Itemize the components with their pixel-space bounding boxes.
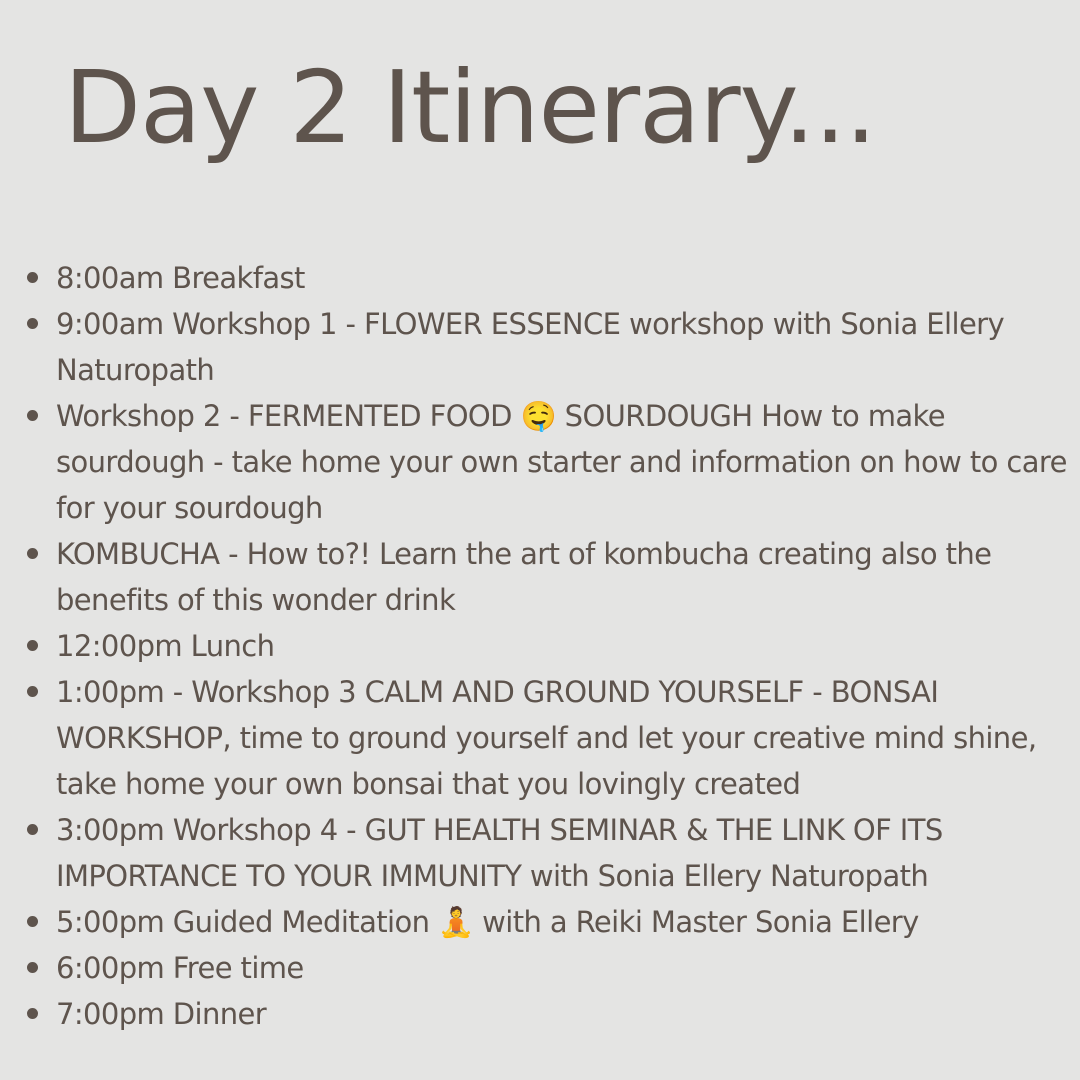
bullet-icon — [27, 1008, 38, 1019]
itinerary-item-text: 1:00pm - Workshop 3 CALM AND GROUND YOURSELF - BONSAI WORKSHOP, time to ground yourself and let your creative mind shine, take home your own bonsai that you lovingly created — [56, 675, 1037, 801]
itinerary-item-workshop-1 — [24, 301, 1074, 393]
itinerary-item-text: 3:00pm Workshop 4 - GUT HEALTH SEMINAR & THE LINK OF ITS IMPORTANCE TO YOUR IMMUNITY with Sonia Ellery Naturopath — [56, 813, 943, 893]
itinerary-item-workshop-4 — [24, 807, 1074, 899]
itinerary-list — [24, 255, 1074, 1037]
bullet-icon — [27, 686, 38, 697]
itinerary-item-text: 7:00pm Dinner — [56, 997, 267, 1031]
itinerary-item-text: Workshop 2 - FERMENTED FOOD 🤤 SOURDOUGH How to make sourdough - take home your own starter and information on how to care for your sourdough — [56, 399, 1067, 525]
itinerary-item-workshop-3 — [24, 669, 1074, 807]
bullet-icon — [27, 272, 38, 283]
bullet-icon — [27, 548, 38, 559]
itinerary-item-breakfast — [24, 255, 1074, 301]
itinerary-item-free-time — [24, 945, 1074, 991]
itinerary-item-kombucha — [24, 531, 1074, 623]
itinerary-item-text: 6:00pm Free time — [56, 951, 304, 985]
itinerary-item-text: 5:00pm Guided Meditation 🧘 with a Reiki Master Sonia Ellery — [56, 905, 919, 939]
itinerary-item-text: 8:00am Breakfast — [56, 261, 305, 295]
bullet-icon — [27, 318, 38, 329]
itinerary-item-dinner — [24, 991, 1074, 1037]
itinerary-item-workshop-2 — [24, 393, 1074, 531]
bullet-icon — [27, 916, 38, 927]
itinerary-item-text: KOMBUCHA - How to?! Learn the art of kombucha creating also the benefits of this wonder drink — [56, 537, 992, 617]
page-title: Day 2 Itinerary... — [64, 49, 876, 166]
itinerary-item-meditation — [24, 899, 1074, 945]
bullet-icon — [27, 410, 38, 421]
itinerary-item-text: 9:00am Workshop 1 - FLOWER ESSENCE workshop with Sonia Ellery Naturopath — [56, 307, 1005, 387]
bullet-icon — [27, 640, 38, 651]
bullet-icon — [27, 962, 38, 973]
itinerary-item-lunch — [24, 623, 1074, 669]
bullet-icon — [27, 824, 38, 835]
itinerary-item-text: 12:00pm Lunch — [56, 629, 275, 663]
